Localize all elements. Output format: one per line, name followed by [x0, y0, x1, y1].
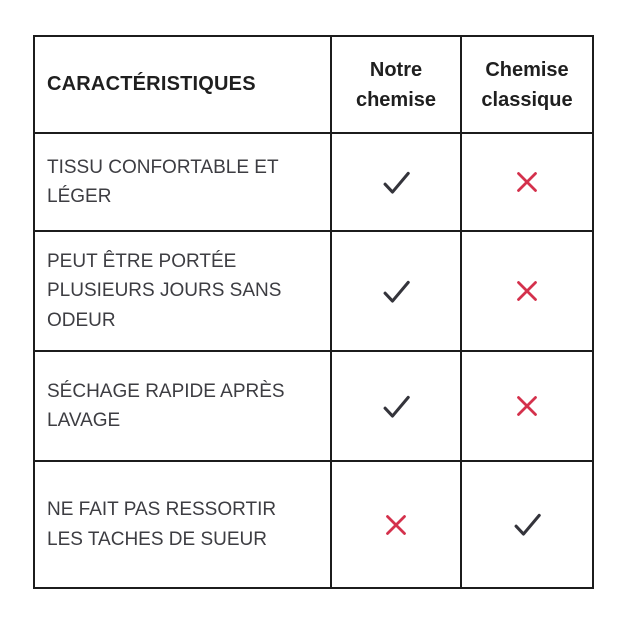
- cross-icon: [512, 276, 542, 306]
- check-icon: [378, 164, 415, 201]
- classic-shirt-mark-cell: [461, 231, 593, 351]
- comparison-table: [33, 35, 594, 589]
- classic-shirt-column-header: Chemise classique: [461, 36, 593, 133]
- cross-icon: [512, 167, 542, 197]
- classic-shirt-mark-cell: [461, 461, 593, 588]
- our-shirt-column-header: Notre chemise: [331, 36, 461, 133]
- check-icon: [378, 388, 415, 425]
- our-shirt-mark-cell: [331, 351, 461, 461]
- features-column-header: CARACTÉRISTIQUES: [34, 36, 331, 133]
- feature-label: PEUT ÊTRE PORTÉE PLUSIEURS JOURS SANS ODEUR: [34, 231, 331, 351]
- cross-icon: [381, 510, 411, 540]
- cross-icon: [512, 391, 542, 421]
- our-shirt-mark-cell: [331, 231, 461, 351]
- classic-shirt-mark-cell: [461, 351, 593, 461]
- feature-label: NE FAIT PAS RESSORTIR LES TACHES DE SUEUR: [34, 461, 331, 588]
- table-row: [34, 351, 593, 461]
- table-row: [34, 461, 593, 588]
- check-icon: [378, 273, 415, 310]
- our-shirt-mark-cell: [331, 133, 461, 231]
- our-shirt-mark-cell: [331, 461, 461, 588]
- feature-label: SÉCHAGE RAPIDE APRÈS LAVAGE: [34, 351, 331, 461]
- classic-shirt-mark-cell: [461, 133, 593, 231]
- feature-label: TISSU CONFORTABLE ET LÉGER: [34, 133, 331, 231]
- check-icon: [509, 506, 546, 543]
- table-header-row: [34, 36, 593, 133]
- table-row: [34, 231, 593, 351]
- table-row: [34, 133, 593, 231]
